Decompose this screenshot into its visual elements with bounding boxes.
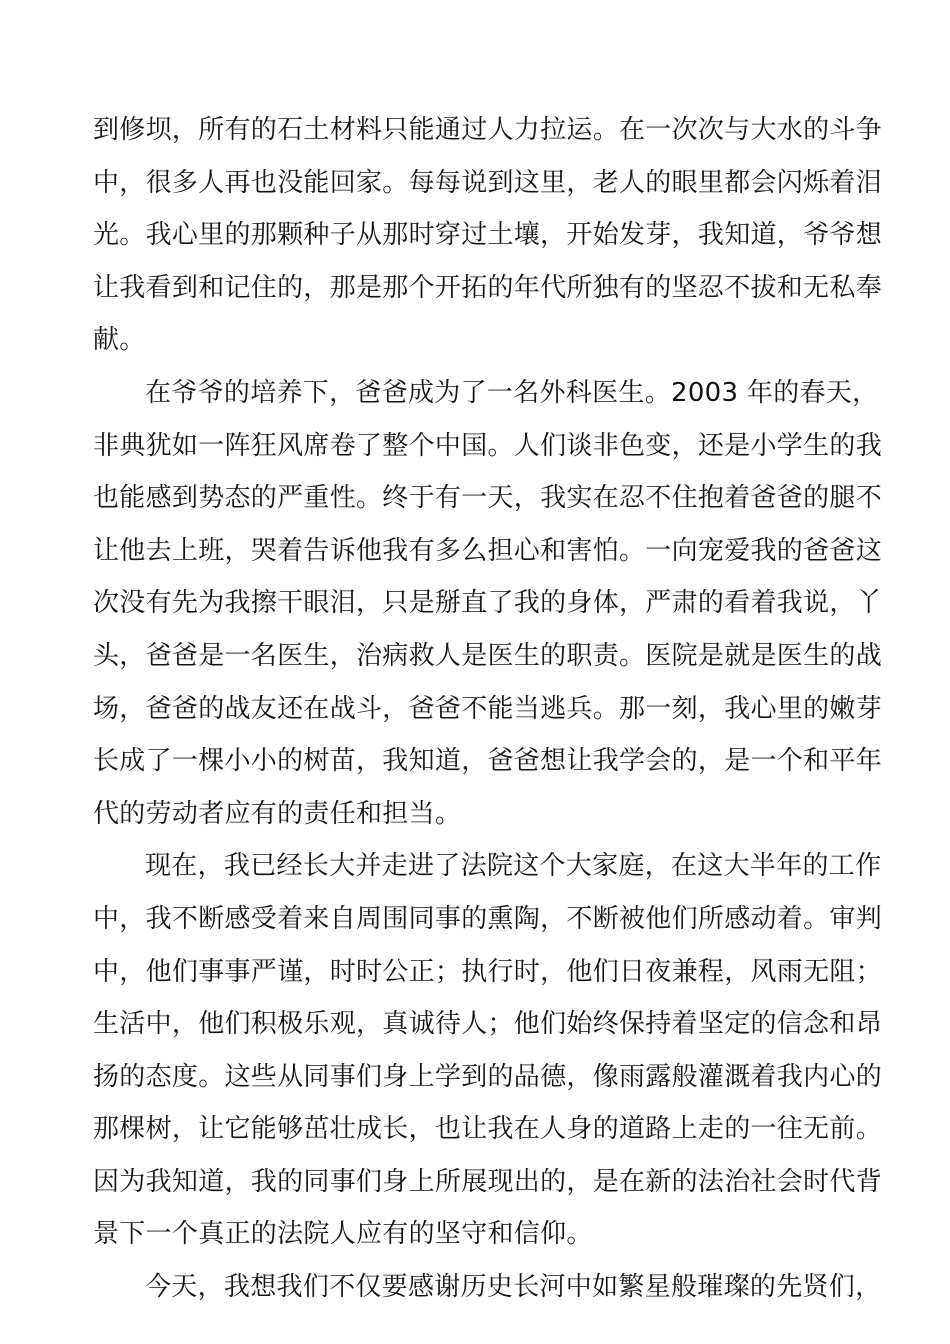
text-line: 长成了一棵小小的树苗，我知道，爸爸想让我学会的，是一个和平年 <box>93 746 883 777</box>
text-line: 头，爸爸是一名医生，治病救人是医生的职责。医院是就是医生的战 <box>93 640 883 671</box>
text-line: 因为我知道，我的同事们身上所展现出的，是在新的法治社会时代背 <box>93 1166 883 1197</box>
paragraph-start-line: 在爷爷的培养下，爸爸成为了一名外科医生。2003 年的春天， <box>145 377 879 408</box>
text-line: 到修坝，所有的石土材料只能通过人力拉运。在一次次与大水的斗争 <box>93 115 883 145</box>
text-line: 生活中，他们积极乐观，真诚待人；他们始终保持着坚定的信念和昂 <box>93 1009 883 1040</box>
text-line: 中，他们事事严谨，时时公正；执行时，他们日夜兼程，风雨无阻； <box>93 956 883 987</box>
text-line: 代的劳动者应有的责任和担当。 <box>93 798 462 829</box>
paragraph-start-line: 现在，我已经长大并走进了法院这个大家庭，在这大半年的工作 <box>145 851 882 882</box>
text-line: 非典犹如一阵狂风席卷了整个中国。人们谈非色变，还是小学生的我 <box>93 430 883 461</box>
body-text <box>93 104 883 1314</box>
text-line: 中，我不断感受着来自周围同事的熏陶，不断被他们所感动着。审判 <box>93 903 883 934</box>
paragraph-start-line: 今天，我想我们不仅要感谢历史长河中如繁星般璀璨的先贤们， <box>145 1272 882 1303</box>
text-line: 那棵树，让它能够茁壮成长，也让我在人身的道路上走的一往无前。 <box>93 1114 883 1145</box>
text-line: 也能感到势态的严重性。终于有一天，我实在忍不住抱着爸爸的腿不 <box>93 483 883 514</box>
text-line: 中，很多人再也没能回家。每每说到这里，老人的眼里都会闪烁着泪 <box>93 167 883 198</box>
text-line: 扬的态度。这些从同事们身上学到的品德，像雨露般灌溉着我内心的 <box>93 1061 883 1092</box>
text-line: 让他去上班，哭着告诉他我有多么担心和害怕。一向宠爱我的爸爸这 <box>93 535 883 566</box>
text-line: 让我看到和记住的，那是那个开拓的年代所独有的坚忍不拔和无私奉 <box>93 272 883 303</box>
text-line: 景下一个真正的法院人应有的坚守和信仰。 <box>93 1219 593 1250</box>
text-line: 场，爸爸的战友还在战斗，爸爸不能当逃兵。那一刻，我心里的嫩芽 <box>93 693 883 724</box>
text-line: 次没有先为我擦干眼泪，只是掰直了我的身体，严肃的看着我说，丫 <box>93 588 883 619</box>
text-line: 献。 <box>93 325 146 356</box>
text-line: 光。我心里的那颗种子从那时穿过土壤，开始发芽，我知道，爷爷想 <box>93 220 883 251</box>
